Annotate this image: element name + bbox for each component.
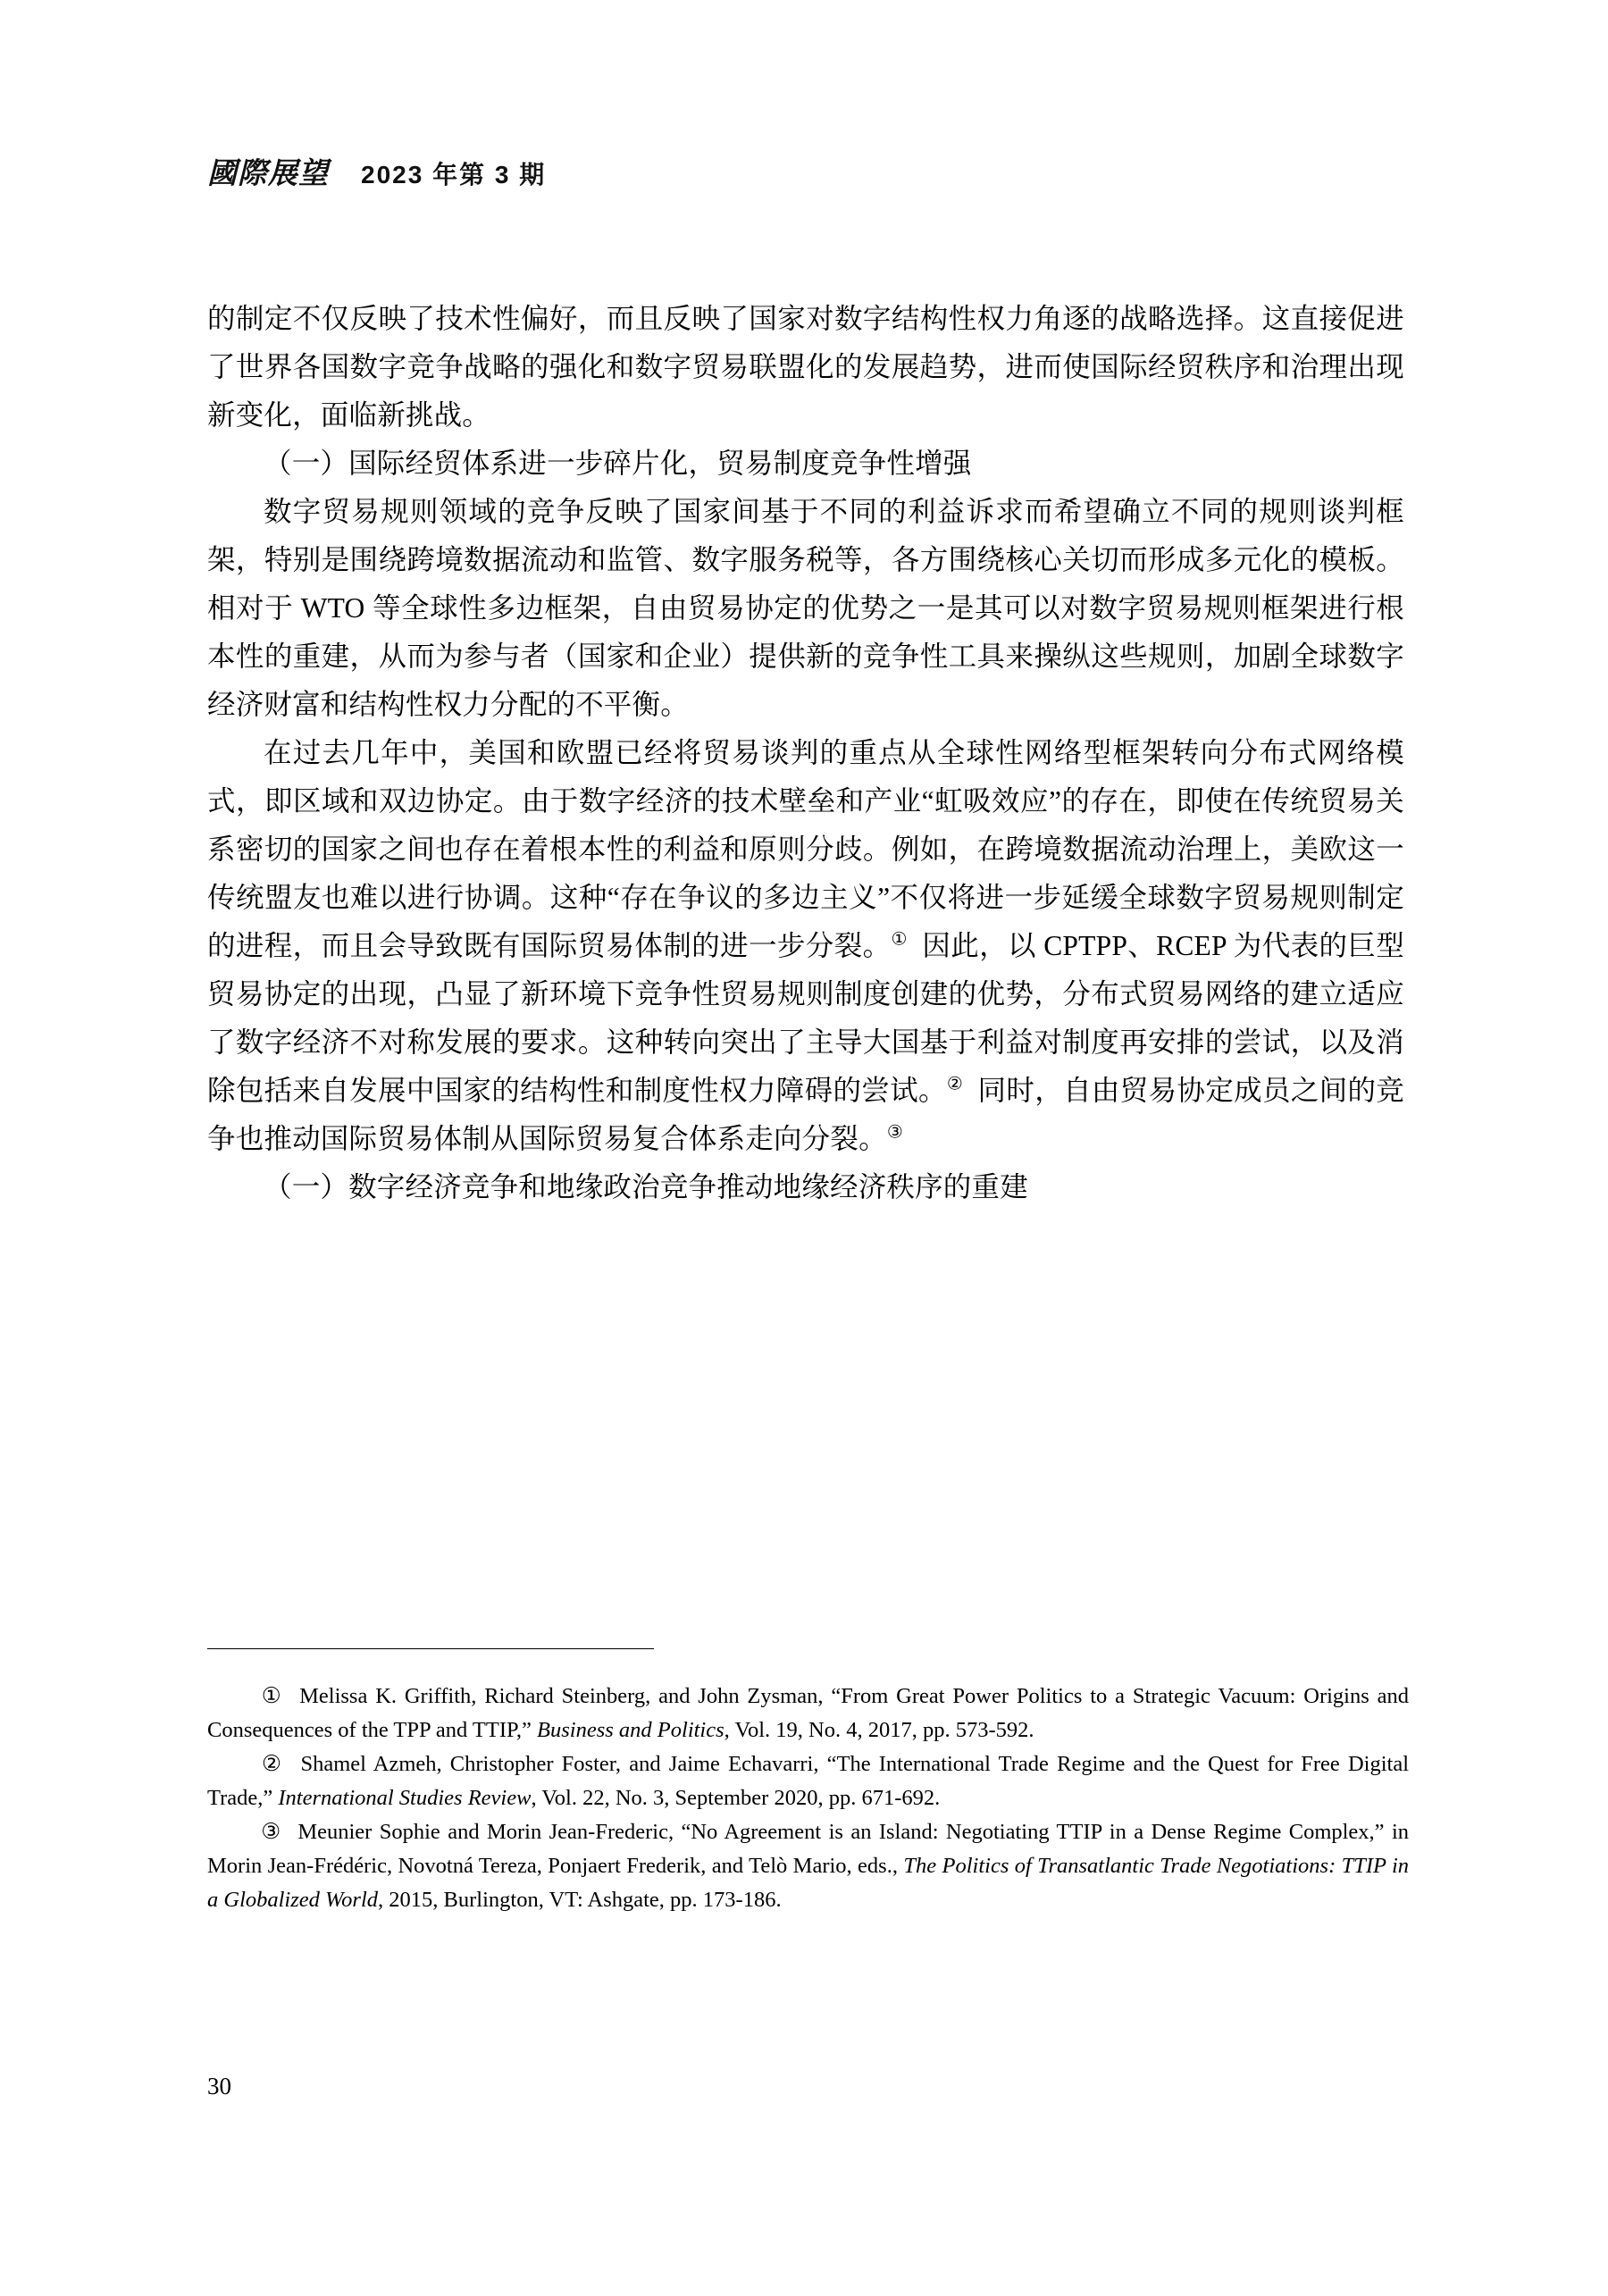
footnote-separator [207,1648,654,1649]
paragraph-3-text-b: 因此，以 CPTPP、RCEP 为代表的巨型贸易协定的出现，凸显了新环境下竞争性贸易规则制度创建的优势，分布式贸易网络的建立适应了数字经济不对称发展的要求。这种转向突出了主导大国基于利益对制度再安排的尝试，以及消除包括来自发展中国家的结构性和制度性权力障碍的尝试。 [207,930,1404,1106]
issue-label: 2023 年第 3 期 [361,161,547,189]
page-header [207,150,1422,192]
footnote-2 [207,1747,1409,1815]
footnote-ref-1[interactable]: ① [891,929,908,950]
footnote-ref-3[interactable]: ③ [886,1122,903,1143]
page-number: 30 [207,2073,231,2099]
footnote-2-part-1: Shamel Azmeh, Christopher Foster, and Jaime Echavarri, “The International Trade Regime and the Quest for Free Digital Trade,” [207,1752,1409,1810]
footnotes-block [207,1680,1409,1917]
footnote-2-part-3: , Vol. 22, No. 3, September 2020, pp. 671-692. [531,1786,941,1810]
section-heading-1: （一）国际经贸体系进一步碎片化，贸易制度竞争性增强 [264,448,972,479]
footnote-ref-2[interactable]: ② [946,1074,964,1094]
section-heading-2: （一）数字经济竞争和地缘政治竞争推动地缘经济秩序的重建 [264,1171,1028,1202]
paragraph-3-text-c: 同时，自由贸易协定成员之间的竞争也推动国际贸易体制从国际贸易复合体系走向分裂。 [207,1075,1404,1154]
footnote-1-part-3: , Vol. 19, No. 4, 2017, pp. 573-592. [724,1718,1034,1742]
footnote-3-part-2: The Politics of Transatlantic Trade Negotiations: TTIP in a Globalized World [207,1854,1409,1912]
journal-title: 國際展望 [207,158,329,190]
footnote-3-marker: ③ [259,1820,283,1844]
paragraph-3-text-a: 在过去几年中，美国和欧盟已经将贸易谈判的重点从全球性网络型框架转向分布式网络模式，即区域和双边协定。由于数字经济的技术壁垒和产业“虹吸效应”的存在，即使在传统贸易关系密切的国家之间也存在着根本性的利益和原则分歧。例如，在跨境数据流动治理上，美欧这一传统盟友也难以进行协调。这种“存在争议的多边主义”不仅将进一步延缓全球数字贸易规则制定的进程，而且会导致既有国际贸易体制的进一步分裂。 [207,737,1404,961]
footnote-1-part-1: Melissa K. Griffith, Richard Steinberg, and John Zysman, “From Great Power Politics to a Strategic Vacuum: Origins and Consequences of the TPP and TTIP,” [207,1684,1409,1742]
body-text [207,295,1404,1211]
footnote-1-part-2: Business and Politics [537,1718,724,1742]
footnote-2-part-2: International Studies Review [278,1786,532,1810]
footnote-3-part-3: , 2015, Burlington, VT: Ashgate, pp. 173-186. [378,1888,782,1912]
footnote-1 [207,1680,1409,1747]
footnote-1-marker: ① [259,1684,284,1708]
footnote-3 [207,1815,1409,1917]
footnote-3-part-1: Meunier Sophie and Morin Jean-Frederic, “No Agreement is an Island: Negotiating TTIP in a Dense Regime Complex,” in Morin Jean-Frédéric, Novotná Tereza, Ponjaert Frederik, and Telò Mario, eds., [207,1820,1410,1878]
paragraph-1: 的制定不仅反映了技术性偏好，而且反映了国家对数字结构性权力角逐的战略选择。这直接促进了世界各国数字竞争战略的强化和数字贸易联盟化的发展趋势，进而使国际经贸秩序和治理出现新变化，面临新挑战。 [207,303,1404,431]
footnote-2-marker: ② [259,1752,285,1776]
paragraph-2: 数字贸易规则领域的竞争反映了国家间基于不同的利益诉求而希望确立不同的规则谈判框架，特别是围绕跨境数据流动和监管、数字服务税等，各方围绕核心关切而形成多元化的模板。相对于 WTO 等全球性多边框架，自由贸易协定的优势之一是其可以对数字贸易规则框架进行根本性的重建，从而为参与者（国家和企业）提供新的竞争性工具来操纵这些规则，加剧全球数字经济财富和结构性权力分配的不平衡。 [207,496,1404,720]
paragraph-3 [207,729,1404,1163]
